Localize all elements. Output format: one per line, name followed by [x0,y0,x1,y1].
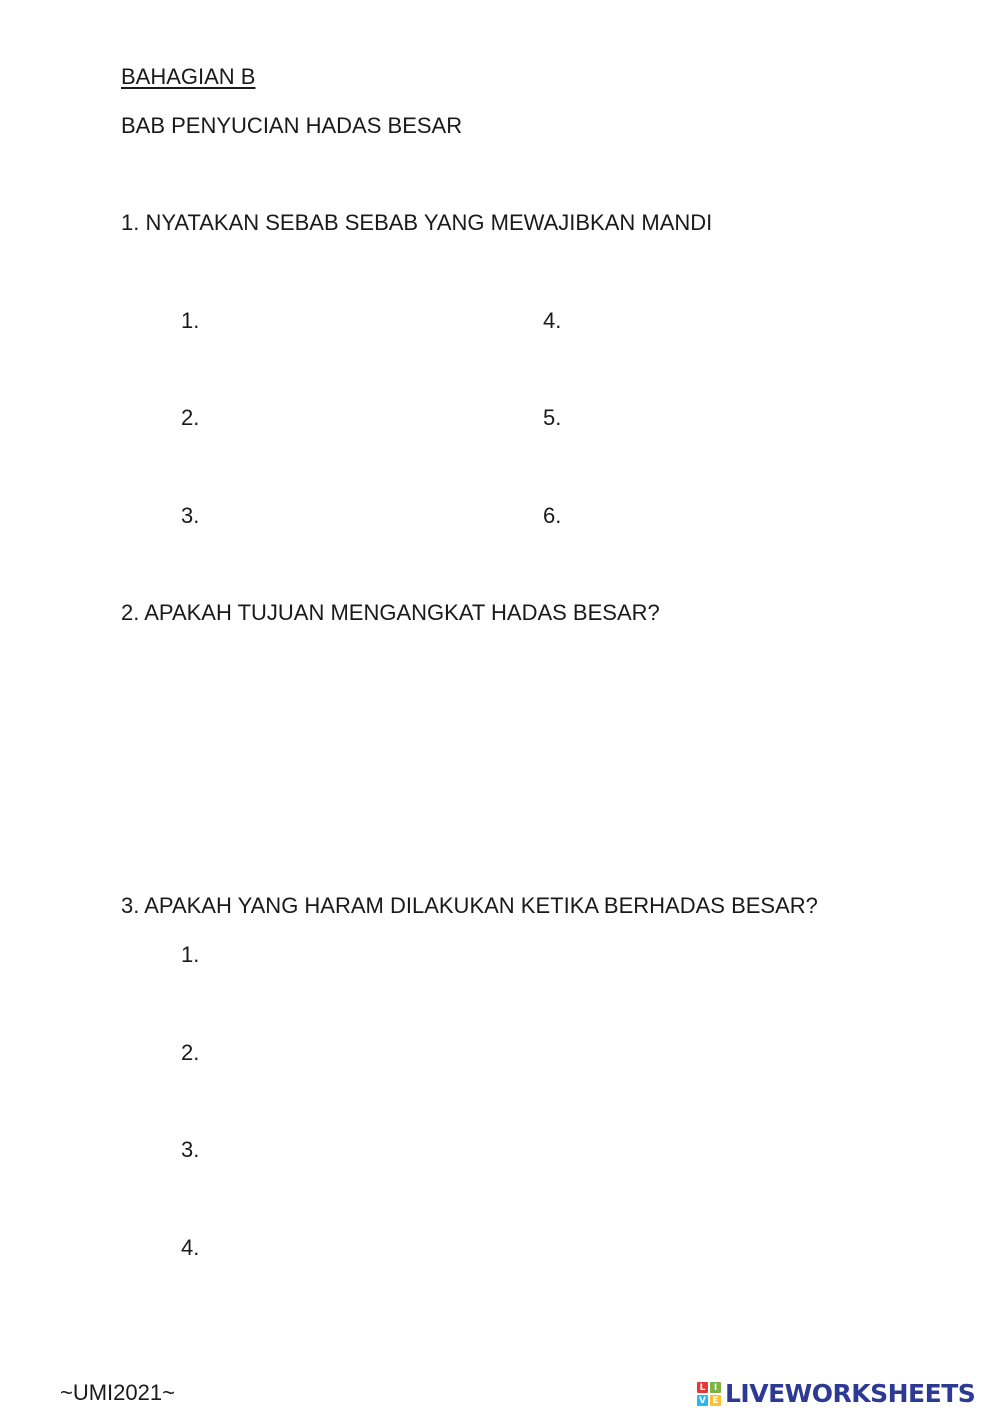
q1-answer-number: 3. [181,503,200,528]
q1-answer-number: 6. [543,503,562,528]
chapter-title: BAB PENYUCIAN HADAS BESAR [121,113,463,138]
q3-answer-number: 1. [181,942,200,967]
logo-letter: I [710,1382,721,1393]
q1-answer-number: 2. [181,405,200,430]
q3-answer-number: 2. [181,1040,200,1065]
question-3: 3. APAKAH YANG HARAM DILAKUKAN KETIKA BERHADAS BESAR? [121,893,818,918]
section-title: BAHAGIAN B [121,64,256,89]
logo-letter: V [697,1395,708,1406]
logo-letter: E [710,1395,721,1406]
brand-name: LIVEWORKSHEETS [725,1379,976,1408]
question-1: 1. NYATAKAN SEBAB SEBAB YANG MEWAJIBKAN MANDI [121,210,713,235]
author-signature: ~UMI2021~ [60,1380,175,1405]
logo-mark-icon [697,1382,721,1406]
liveworksheets-logo[interactable] [697,1378,975,1410]
logo-letter: L [697,1382,708,1393]
q1-answer-number: 5. [543,405,562,430]
q1-answer-number: 1. [181,308,200,333]
q3-answer-number: 4. [181,1235,200,1260]
q1-answer-number: 4. [543,308,562,333]
question-2: 2. APAKAH TUJUAN MENGANGKAT HADAS BESAR? [121,600,660,625]
q3-answer-number: 3. [181,1137,200,1162]
